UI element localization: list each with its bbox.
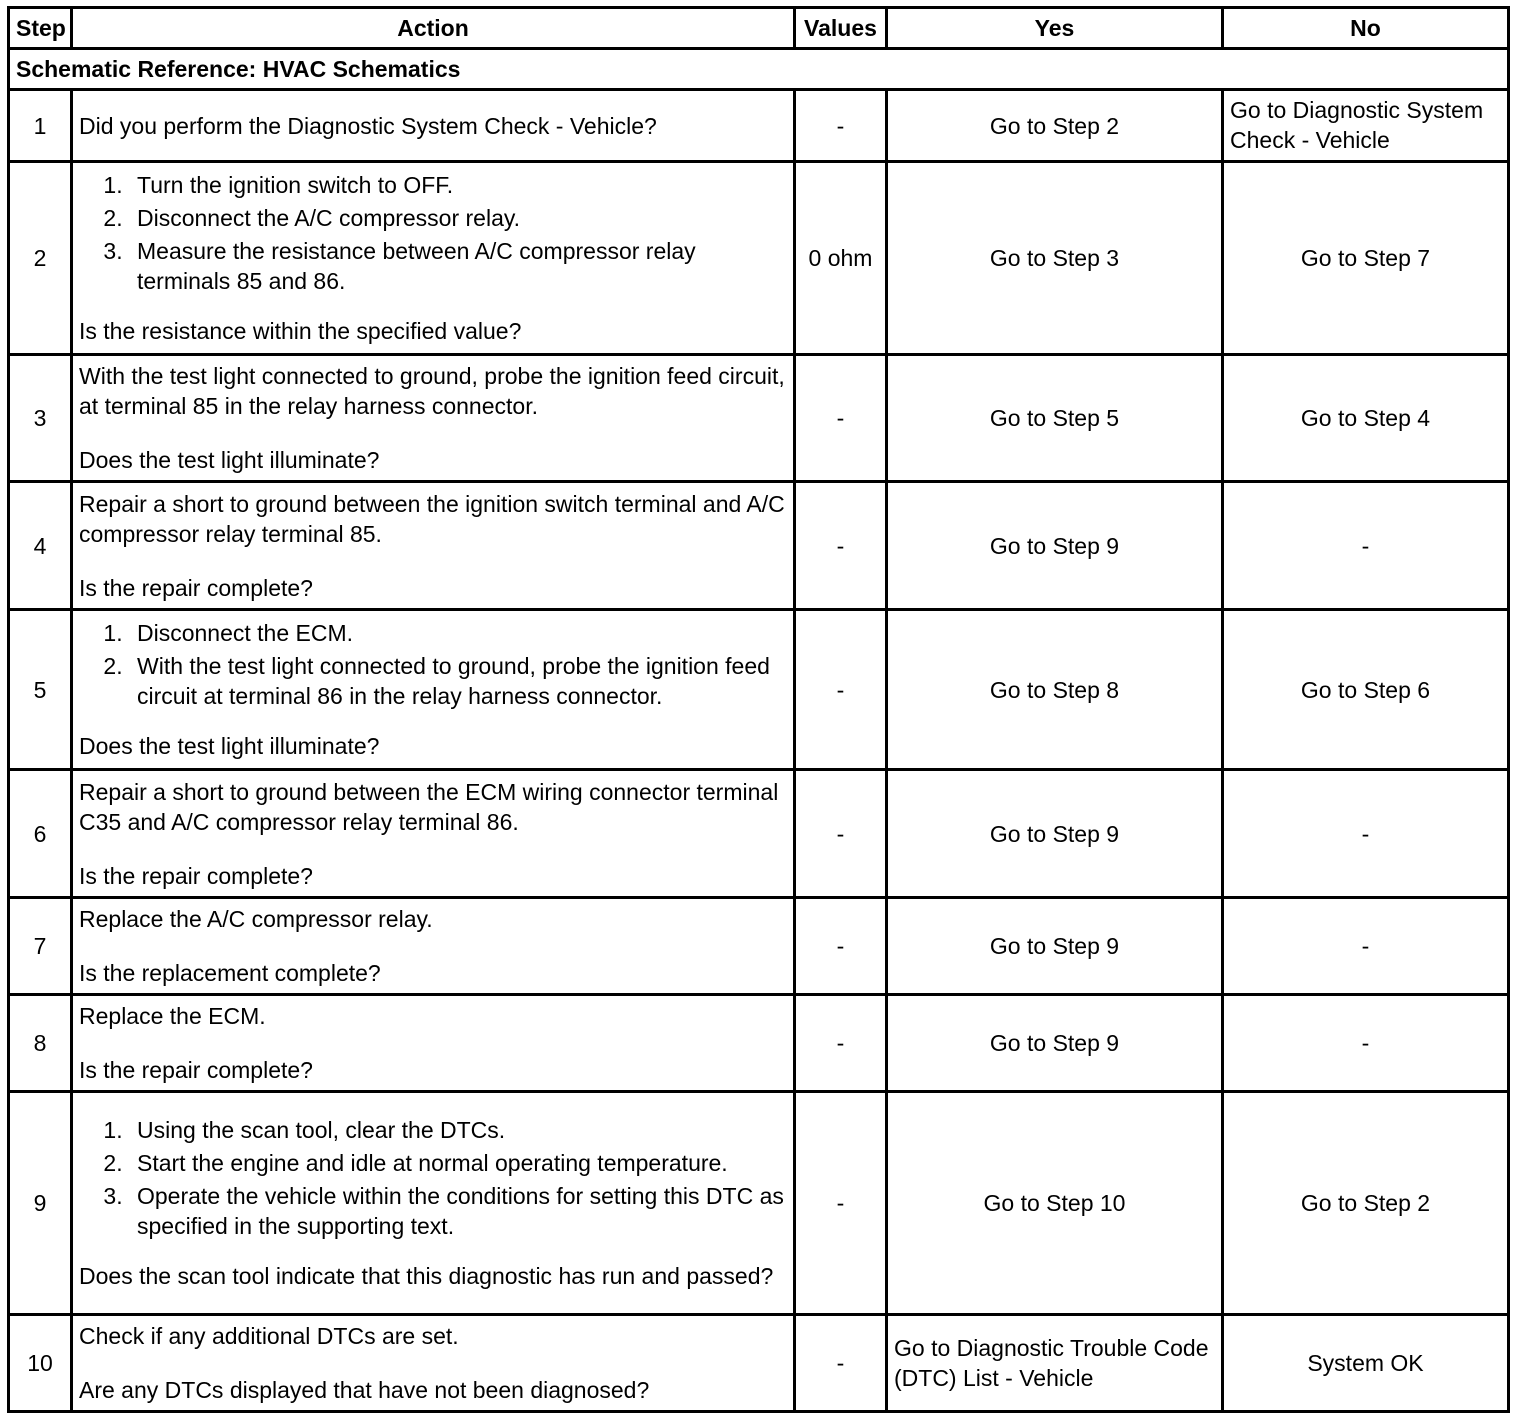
action-text: With the test light connected to ground, probe the ignition feed circuit, at terminal 85 in the relay harness connector.	[79, 363, 785, 419]
action-list-item: 3. Operate the vehicle within the conditions for setting this DTC as specified in the supporting text.	[129, 1181, 787, 1241]
step-number: 4	[9, 482, 72, 610]
schematic-reference: Schematic Reference: HVAC Schematics	[9, 49, 1509, 90]
no-cell: Go to Step 6	[1223, 610, 1509, 770]
yes-cell: Go to Step 9	[887, 898, 1223, 995]
no-cell: System OK	[1223, 1315, 1509, 1412]
action-cell	[72, 770, 795, 898]
table-row	[9, 482, 1509, 610]
no-cell: Go to Step 7	[1223, 162, 1509, 355]
no-cell: Go to Diagnostic System Check - Vehicle	[1223, 90, 1509, 162]
value-cell: -	[795, 770, 887, 898]
yes-cell: Go to Step 9	[887, 995, 1223, 1092]
action-text: Repair a short to ground between the ignition switch terminal and A/C compressor relay terminal 85.	[79, 490, 785, 547]
action-question: Is the repair complete?	[79, 862, 313, 889]
header-values: Values	[795, 8, 887, 49]
action-list	[79, 1115, 787, 1241]
action-list-item: 2. Disconnect the A/C compressor relay.	[129, 203, 787, 233]
action-cell	[72, 995, 795, 1092]
table-row	[9, 898, 1509, 995]
action-text: Replace the ECM.	[79, 1003, 266, 1029]
action-cell	[72, 610, 795, 770]
no-cell: -	[1223, 770, 1509, 898]
yes-cell: Go to Step 3	[887, 162, 1223, 355]
step-number: 9	[9, 1092, 72, 1315]
diagnostic-table	[7, 6, 1510, 1413]
header-yes: Yes	[887, 8, 1223, 49]
value-cell: -	[795, 355, 887, 482]
action-question: Are any DTCs displayed that have not been diagnosed?	[79, 1377, 650, 1403]
action-text: Replace the A/C compressor relay.	[79, 906, 433, 932]
step-number: 6	[9, 770, 72, 898]
table-row	[9, 610, 1509, 770]
value-cell: -	[795, 995, 887, 1092]
action-list-item: 1. Disconnect the ECM.	[129, 618, 787, 648]
action-cell	[72, 162, 795, 355]
action-list	[79, 618, 787, 711]
action-cell	[72, 1315, 795, 1412]
action-text: Check if any additional DTCs are set.	[79, 1323, 459, 1349]
step-number: 8	[9, 995, 72, 1092]
header-step: Step	[9, 8, 72, 49]
schematic-reference-row	[9, 49, 1509, 90]
value-cell: -	[795, 482, 887, 610]
value-cell: -	[795, 90, 887, 162]
table-row	[9, 770, 1509, 898]
header-no: No	[1223, 8, 1509, 49]
table-row	[9, 1092, 1509, 1315]
no-cell: -	[1223, 995, 1509, 1092]
table-row	[9, 90, 1509, 162]
header-action: Action	[72, 8, 795, 49]
no-cell: -	[1223, 898, 1509, 995]
table-row	[9, 995, 1509, 1092]
action-cell	[72, 90, 795, 162]
action-list-item: 1. Using the scan tool, clear the DTCs.	[129, 1115, 787, 1145]
action-question: Does the scan tool indicate that this diagnostic has run and passed?	[79, 1263, 774, 1289]
table-row	[9, 355, 1509, 482]
yes-cell: Go to Step 9	[887, 482, 1223, 610]
step-number: 1	[9, 90, 72, 162]
yes-cell: Go to Step 10	[887, 1092, 1223, 1315]
action-question: Is the resistance within the specified value?	[79, 318, 522, 344]
table-row	[9, 162, 1509, 355]
step-number: 3	[9, 355, 72, 482]
action-cell	[72, 355, 795, 482]
table-row	[9, 1315, 1509, 1412]
action-question: Is the replacement complete?	[79, 960, 381, 986]
action-question: Is the repair complete?	[79, 574, 313, 601]
action-text: Repair a short to ground between the ECM wiring connector terminal C35 and A/C compressor relay terminal 86.	[79, 778, 779, 835]
yes-cell: Go to Diagnostic Trouble Code (DTC) List - Vehicle	[887, 1315, 1223, 1412]
action-text: Did you perform the Diagnostic System Check - Vehicle?	[79, 112, 657, 139]
value-cell: -	[795, 1315, 887, 1412]
step-number: 10	[9, 1315, 72, 1412]
action-question: Does the test light illuminate?	[79, 447, 380, 473]
yes-cell: Go to Step 2	[887, 90, 1223, 162]
yes-cell: Go to Step 8	[887, 610, 1223, 770]
action-question: Is the repair complete?	[79, 1057, 313, 1083]
action-question: Does the test light illuminate?	[79, 733, 380, 759]
no-cell: Go to Step 2	[1223, 1092, 1509, 1315]
value-cell: -	[795, 610, 887, 770]
no-cell: -	[1223, 482, 1509, 610]
value-cell: -	[795, 1092, 887, 1315]
value-cell: -	[795, 898, 887, 995]
yes-cell: Go to Step 5	[887, 355, 1223, 482]
step-number: 5	[9, 610, 72, 770]
action-cell	[72, 1092, 795, 1315]
action-list-item: 2. Start the engine and idle at normal operating temperature.	[129, 1148, 787, 1178]
action-cell	[72, 898, 795, 995]
action-list-item: 3. Measure the resistance between A/C compressor relay terminals 85 and 86.	[129, 236, 787, 296]
action-list-item: 2. With the test light connected to ground, probe the ignition feed circuit at terminal 86 in the relay harness connector.	[129, 651, 787, 711]
step-number: 2	[9, 162, 72, 355]
value-cell: 0 ohm	[795, 162, 887, 355]
yes-cell: Go to Step 9	[887, 770, 1223, 898]
action-list-item: 1. Turn the ignition switch to OFF.	[129, 170, 787, 200]
step-number: 7	[9, 898, 72, 995]
action-cell	[72, 482, 795, 610]
action-list	[79, 170, 787, 296]
no-cell: Go to Step 4	[1223, 355, 1509, 482]
header-row	[9, 8, 1509, 49]
